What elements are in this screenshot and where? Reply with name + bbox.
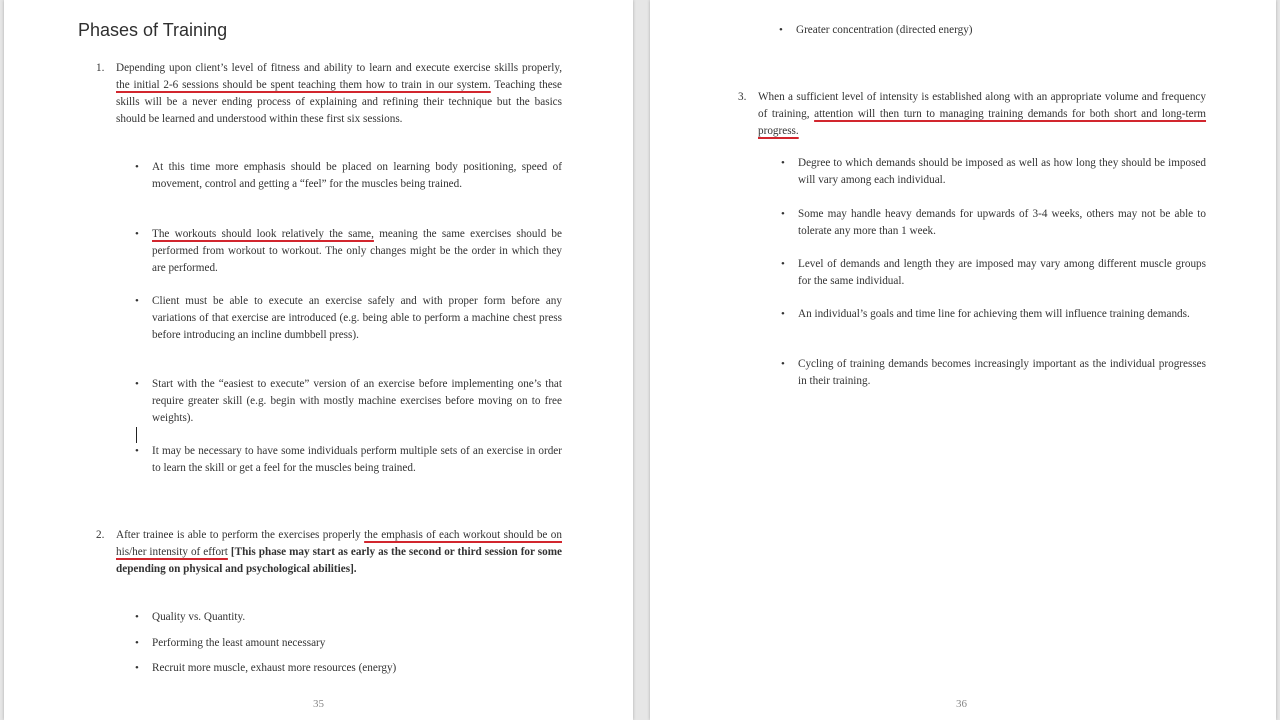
underlined-text: the initial 2-6 sessions should be spent teaching them how to train in our system.: [116, 79, 491, 91]
bullet-icon: •: [135, 662, 139, 674]
bullet-text: At this time more emphasis should be placed on learning body positioning, speed of movement, control and getting a “feel” for the muscles being trained.: [152, 161, 562, 190]
bullet-item: [779, 22, 1216, 39]
bullet-item: [135, 635, 562, 652]
bullet-text: Start with the “easiest to execute” version of an exercise before implementing one’s that require greater skill (e.g. begin with mostly machine exercises before moving on to free weights).: [152, 378, 562, 424]
bullet-icon: •: [781, 358, 785, 370]
page-36[interactable]: [650, 0, 1276, 720]
page-number: 35: [313, 698, 324, 710]
bullet-icon: •: [135, 637, 139, 649]
bullet-item: [135, 443, 562, 477]
bullet-item: [135, 660, 562, 677]
bullet-icon: •: [781, 308, 785, 320]
bullet-icon: •: [135, 378, 139, 390]
bullet-icon: •: [779, 24, 783, 36]
bullet-item: [781, 256, 1206, 290]
bullet-item: [781, 155, 1206, 189]
page-heading: Phases of Training: [78, 20, 228, 40]
page-35[interactable]: [4, 0, 633, 720]
bullet-text: Degree to which demands should be imposed as well as how long they should be imposed will vary among each individual.: [798, 157, 1206, 186]
bullet-icon: •: [135, 611, 139, 623]
numbered-item-3: [738, 89, 1207, 140]
bullet-text: It may be necessary to have some individuals perform multiple sets of an exercise in order to learn the skill or get a feel for the muscles being trained.: [152, 445, 562, 474]
page-number: 36: [956, 698, 967, 710]
bullet-text: Greater concentration (directed energy): [796, 24, 973, 36]
bullet-text: Client must be able to execute an exercise safely and with proper form before any variations of that exercise are introduced (e.g. being able to perform a machine chest press before introducing an incline dumbbell press).: [152, 295, 562, 341]
underlined-text: the emphasis of each workout should be on his/her intensity of effort: [116, 529, 562, 558]
bullet-item: [781, 206, 1206, 240]
item-text: After trainee is able to perform the exercises properly: [116, 529, 361, 541]
numbered-item-2: [96, 527, 562, 578]
bullet-item: [135, 293, 562, 343]
bullet-icon: •: [781, 157, 785, 169]
item-text: Depending upon client’s level of fitness and ability to learn and execute exercise skills properly,: [116, 62, 562, 74]
bullet-item: [781, 356, 1206, 390]
bullet-text: Quality vs. Quantity.: [152, 611, 246, 623]
bullet-text: Recruit more muscle, exhaust more resources (energy): [152, 662, 397, 674]
item-text: Teaching these skills will be a never ending process of explaining and refining their technique but the basics should be learned and understood within these first six sessions.: [116, 79, 562, 125]
numbered-item-1: [96, 60, 562, 128]
underlined-text: attention will then turn to managing training demands for both short and long-term progress.: [758, 108, 1207, 137]
bullet-item: [135, 226, 562, 276]
bullet-text: meaning the same exercises should be performed from workout to workout. The only changes might be the order in which they are performed.: [152, 228, 562, 274]
bullet-text: Cycling of training demands becomes increasingly important as the individual progresses in their training.: [798, 358, 1206, 387]
bullet-item: [781, 306, 1206, 323]
item-number: 2.: [96, 529, 105, 541]
bullet-icon: •: [135, 295, 139, 307]
item-number: 3.: [738, 91, 747, 103]
bullet-text: Performing the least amount necessary: [152, 637, 326, 649]
bullet-icon: •: [781, 208, 785, 220]
bullet-icon: •: [135, 445, 139, 457]
bullet-text: An individual’s goals and time line for achieving them will influence training demands.: [798, 308, 1190, 320]
bullet-icon: •: [135, 161, 139, 173]
item-text: When a sufficient level of intensity is established along with an appropriate volume and frequency of training,: [758, 91, 1206, 120]
bullet-text: Level of demands and length they are imposed may vary among different muscle groups for the same individual.: [798, 258, 1206, 287]
bullet-icon: •: [781, 258, 785, 270]
item-number: 1.: [96, 62, 105, 74]
text-cursor: [136, 427, 137, 443]
underlined-text: The workouts should look relatively the same,: [152, 228, 374, 240]
bullet-icon: •: [135, 228, 139, 240]
bullet-item: [135, 376, 562, 426]
bullet-item: [135, 159, 562, 193]
bullet-item: [135, 609, 562, 626]
bold-text: [This phase may start as early as the second or third session for some depending on physical and psychological abilities].: [116, 546, 562, 575]
bullet-text: Some may handle heavy demands for upwards of 3-4 weeks, others may not be able to tolerate any more than 1 week.: [798, 208, 1206, 237]
